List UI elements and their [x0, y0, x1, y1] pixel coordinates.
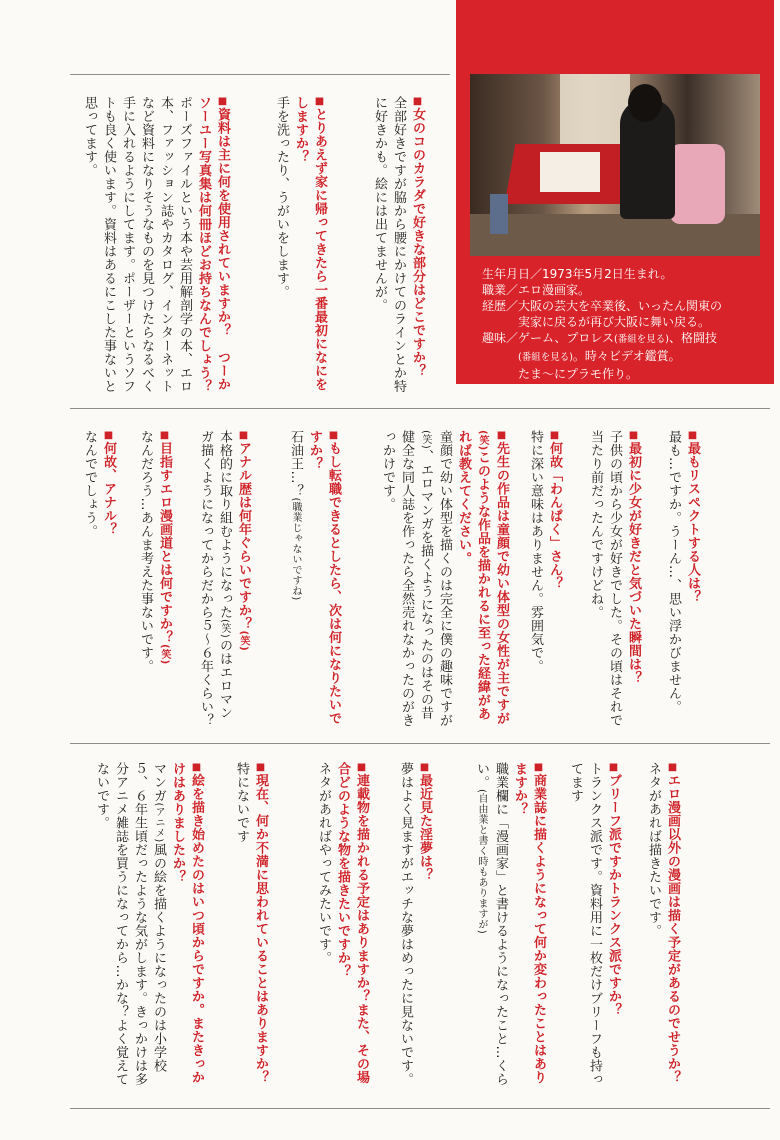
question-4: ■ 最もリスペクトする人は？	[685, 430, 700, 604]
question-1: ■ 女のコのカラダで好きな部分はどこですか？	[410, 96, 425, 378]
qa-2	[272, 96, 329, 396]
answer-9: 本格的に取り組むようになった(笑)のはエロマンガ描くようになってからだから５〜６年くらい？	[198, 430, 232, 727]
profile-hobby-2: (番組を見る)。時々ビデオ鑑賞。	[518, 349, 681, 363]
qa-6	[526, 430, 564, 730]
qa-8	[286, 430, 343, 730]
question-17: ■ 現在、何か不満に思われていることはありますか？	[253, 762, 268, 1084]
answer-3: ポーズファイルという本や芸用解剖学の本、エロ本、ファッション誌やカタログ、インターネットなど資料になりそうなものを見つけたらなるべく手に入れるようにしてます。ポーザーというソフトも良く使います。資料はあるにこした事ないと思ってます。	[82, 96, 192, 393]
answer-13: トランクス派です。資料用に一枚だけブリーフも持ってます	[568, 762, 602, 1086]
profile-panel	[456, 0, 774, 384]
answer-11: なんででしょう。	[82, 430, 97, 538]
qa-18	[92, 762, 206, 1092]
qa-12	[644, 762, 682, 1092]
answer-12: ネタがあれば描きたいです。	[646, 762, 661, 938]
qa-14	[472, 762, 548, 1092]
section-divider-2	[70, 743, 770, 744]
qa-16	[314, 762, 371, 1092]
section-divider-1	[70, 408, 770, 409]
profile-birth: 生年月日／1973年5月2日生まれ。	[482, 267, 673, 281]
qa-9	[196, 430, 253, 730]
question-6: ■ 何故「わんぱく」さん？	[547, 430, 562, 590]
answer-7: 童顔で幼い体型を描くのは完全に僕の趣味ですが(笑)、エロマンガを描くようになったのはその昔健全な同人誌を作ったら全然売れなかったのがきっかけです。	[380, 430, 452, 727]
qa-17	[232, 762, 270, 1092]
question-8: ■ もし転職できるとしたら、次は何になりたいですか？	[307, 430, 341, 725]
profile-text	[482, 266, 767, 382]
answer-1: 全部好きですが脇から腰にかけてのラインとか特に好きかも。絵には出てませんが。	[372, 96, 406, 393]
question-16: ■ 連載物を描かれる予定はありますか？また、その場合どのような物を描きたいですか？	[335, 762, 369, 1084]
qa-10	[136, 430, 174, 730]
answer-14: 職業欄に「漫画家」と書けるようになったこと…くらい。(自由業と書く時もありますが)	[474, 762, 508, 1086]
qa-4	[664, 430, 702, 730]
answer-10: なんだろう…あんま考えた事ないです。	[138, 430, 153, 673]
bottom-divider	[70, 1108, 770, 1109]
profile-career-1: 経歴／大阪の芸大を卒業後、いったん関東の	[482, 299, 723, 313]
answer-6: 特に深い意味はありません。雰囲気で。	[528, 430, 543, 673]
answer-8: 石油王…？(職業じゃないですね)	[288, 430, 303, 601]
answer-2: 手を洗ったり、うがいをします。	[274, 96, 289, 299]
qa-15	[396, 762, 434, 1092]
question-14: ■ 商業誌に描くようになって何か変わったことはありますか？	[512, 762, 546, 1084]
answer-17: 特にないです	[234, 762, 249, 843]
qa-7	[378, 430, 511, 730]
question-10: ■ 目指すエロ漫画道とは何ですか？(笑)	[157, 430, 172, 665]
qa-1	[370, 96, 427, 396]
question-11: ■ 何故、アナル？	[101, 430, 116, 536]
question-15: ■ 最近見た淫夢は？	[417, 762, 432, 882]
question-5: ■ 最初に少女が好きだと気づいた瞬間は？	[626, 430, 641, 685]
profile-hobby-3: たま〜にプラモ作り。	[518, 367, 639, 381]
answer-18: マンガ(アニメ)風の絵を描くようになったのは小学校５、６年生頃だったような気がします。きっかけは多分アニメ雑誌を買うになってから…かな？よく覚えてないです。	[94, 762, 166, 1086]
question-3: ■ 資料は主に何を使用されていますか？ つーかソーユー写真集は何冊ほどお持ちなんでしょう？	[196, 96, 230, 393]
question-7: ■ 先生の作品は童顔で幼い体型の女性が主ですが(笑)このような作品を描かれるに至った経緯があれば教えてください。	[456, 430, 509, 725]
question-2: ■ とりあえず家に帰ってきたら一番最初になにをしますか？	[293, 96, 327, 391]
author-photo	[470, 74, 760, 256]
answer-4: 最も…ですか。うーん…、思い浮かびません。	[666, 430, 681, 714]
profile-job: 職業／エロ漫画家。	[482, 283, 591, 297]
top-divider	[70, 74, 450, 75]
answer-16: ネタがあればやってみたいです。	[316, 762, 331, 965]
question-13: ■ ブリーフ派ですかトランクス派ですか？	[606, 762, 621, 1017]
qa-11	[80, 430, 118, 730]
answer-15: 夢はよく見ますがエッチな夢はめったに見ないです。	[398, 762, 413, 1086]
profile-career-2: 実家に戻るが再び大阪に舞い戻る。	[518, 315, 711, 329]
profile-hobby-1: 趣味／ゲーム、プロレス(番組を見る)、格闘技	[482, 331, 717, 345]
question-12: ■ エロ漫画以外の漫画は描く予定があるのでせうか？	[665, 762, 680, 1084]
question-18: ■ 絵を描き始めたのはいつ頃からですか。またきっかけはありましたか？	[170, 762, 204, 1084]
qa-13	[566, 762, 623, 1092]
question-9: ■ アナル歴は何年ぐらいですか？(笑)	[236, 430, 251, 651]
qa-5	[586, 430, 643, 730]
answer-5: 子供の頃から少女が好きでした。その頃はそれで当たり前だったんですけどね。	[588, 430, 622, 727]
qa-3	[80, 96, 232, 396]
